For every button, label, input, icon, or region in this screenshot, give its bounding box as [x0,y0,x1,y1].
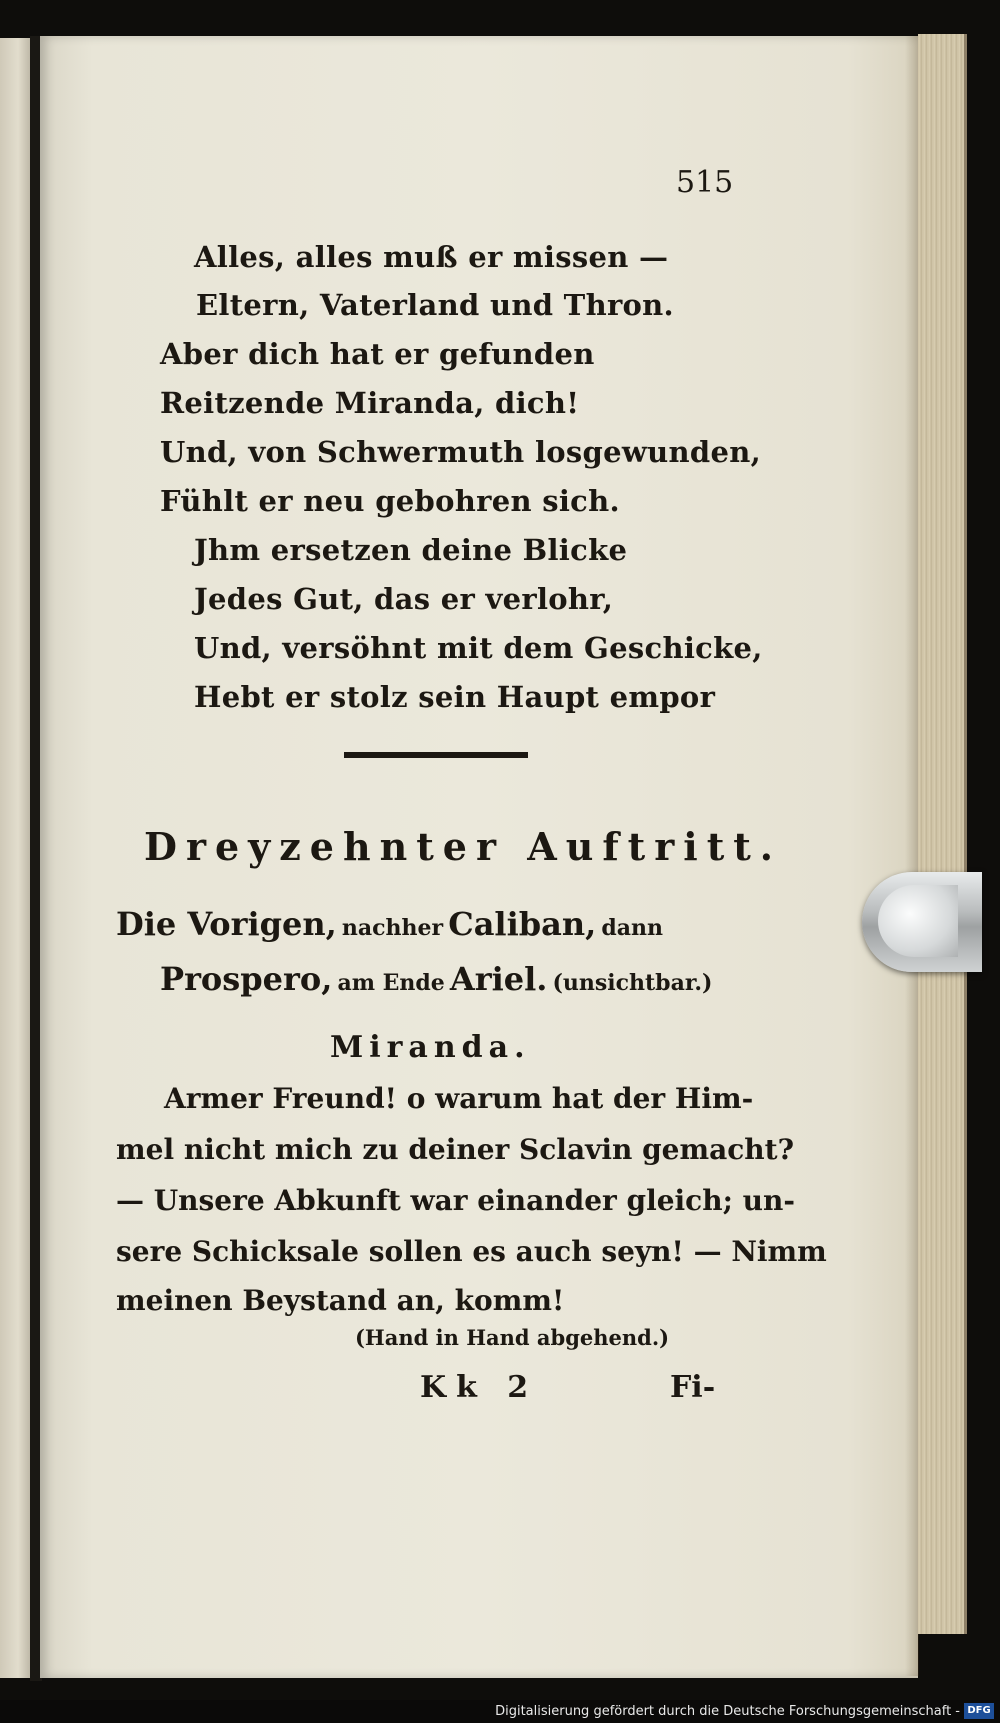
verse-line: Reitzende Miranda, dich! [160,386,580,420]
cast-line-2 [160,960,712,998]
speech-line: meinen Beystand an, komm! [116,1284,565,1317]
verse-line: Fühlt er neu gebohren sich. [160,484,620,518]
page-number: 515 [676,165,734,200]
speech-line: sere Schicksale sollen es auch seyn! — Nimm [116,1235,827,1268]
verse-line: Hebt er stolz sein Haupt empor [194,680,716,714]
cast-text: Die Vorigen, [116,905,337,943]
page-clip-highlight [878,885,958,957]
cast-line-1 [116,905,663,943]
footer-credit: Digitalisierung gefördert durch die Deutsche Forschungsgemeinschaft - [495,1704,960,1719]
verse-line: Alles, alles muß er missen — [194,240,669,274]
verse-line: Eltern, Vaterland und Thron. [196,288,674,322]
dfg-logo-icon: DFG [964,1703,994,1719]
catchword: Fi- [670,1370,716,1405]
signature-mark: Kk 2 [420,1370,539,1405]
verse-line: Und, von Schwermuth losgewunden, [160,435,761,469]
cast-text: (unsichtbar.) [552,970,713,996]
cast-text: Ariel. [449,960,548,998]
cast-text: am Ende [337,970,445,996]
cast-text: Caliban, [448,905,597,943]
cast-text: dann [601,915,663,941]
cast-text: Prospero, [160,960,333,998]
speech-line: Armer Freund! o warum hat der Him- [164,1082,754,1115]
speech-line: mel nicht mich zu deiner Sclavin gemacht? [116,1133,795,1166]
speaker-name: Miranda. [330,1030,531,1065]
section-divider [344,752,528,758]
stage-direction: (Hand in Hand abgehend.) [355,1325,670,1350]
verse-line: Aber dich hat er gefunden [160,337,595,371]
scene-heading: Dreyzehnter Auftritt. [144,824,783,869]
left-page-edge [0,38,30,1678]
verse-line: Jhm ersetzen deine Blicke [194,533,628,567]
cast-text: nachher [341,915,444,941]
verse-line: Jedes Gut, das er verlohr, [194,582,614,616]
page-edge-shadow [905,36,919,1676]
speech-line: — Unsere Abkunft war einander gleich; un- [116,1184,795,1217]
page-stack-edges [918,34,967,1634]
verse-line: Und, versöhnt mit dem Geschicke, [194,631,763,665]
